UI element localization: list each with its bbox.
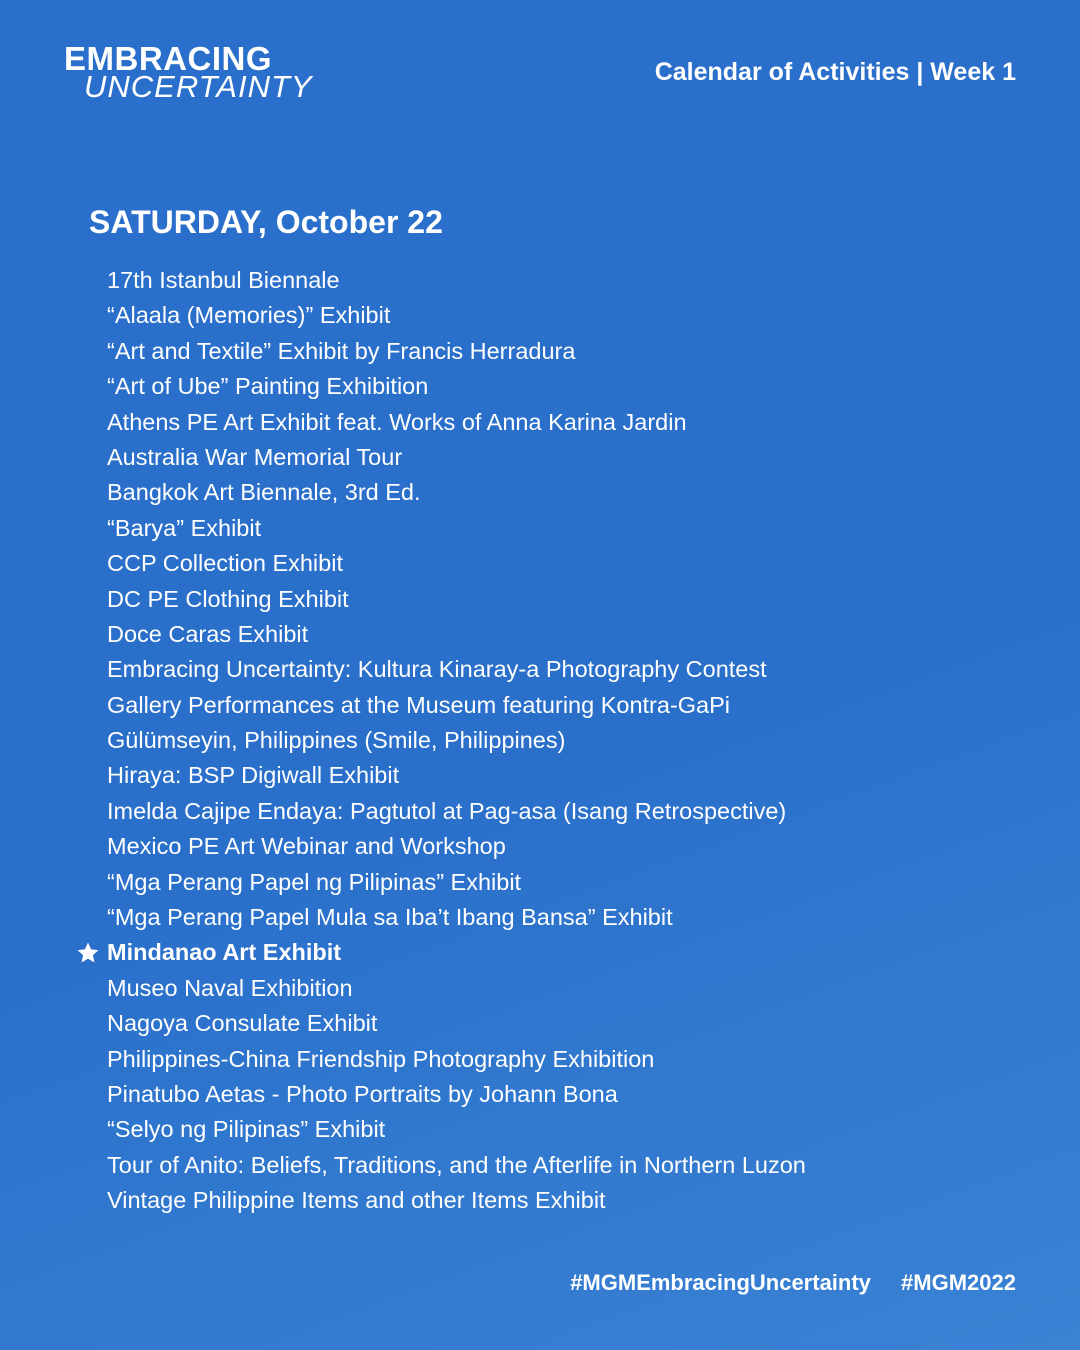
event-item [107,369,806,404]
day-title: SATURDAY, October 22 [89,204,443,240]
footer-hashtags [570,1270,1016,1296]
event-item [107,1148,806,1183]
event-item [107,1112,806,1147]
event-item [107,1006,806,1041]
hashtag-secondary: #MGM2022 [901,1270,1016,1295]
event-item [107,1042,806,1077]
event-item [107,935,806,970]
event-item [107,405,806,440]
event-label: Philippines-China Friendship Photography Exhibition [107,1045,655,1072]
event-label: Imelda Cajipe Endaya: Pagtutol at Pag-asa (Isang Retrospective) [107,797,787,824]
event-item [107,617,806,652]
event-label: “Art and Textile” Exhibit by Francis Herradura [107,337,576,364]
event-label: Vintage Philippine Items and other Items Exhibit [107,1187,606,1214]
event-label: Gallery Performances at the Museum featuring Kontra-GaPi [107,691,731,718]
event-label: “Barya” Exhibit [107,514,262,541]
event-label: DC PE Clothing Exhibit [107,585,349,612]
event-label: Hiraya: BSP Digiwall Exhibit [107,762,400,789]
event-item [107,688,806,723]
event-label: Mexico PE Art Webinar and Workshop [107,833,506,860]
event-label: Mindanao Art Exhibit [107,939,342,966]
event-item [107,971,806,1006]
event-label: Museo Naval Exhibition [107,974,353,1001]
event-item [107,582,806,617]
logo [64,42,313,102]
event-item [107,758,806,793]
event-item [107,334,806,369]
event-label: “Alaala (Memories)” Exhibit [107,302,391,329]
event-label: Australia War Memorial Tour [107,443,403,470]
calendar-header-title: Calendar of Activities | Week 1 [654,58,1016,86]
event-label: Tour of Anito: Beliefs, Traditions, and the Afterlife in Northern Luzon [107,1151,806,1178]
event-label: Pinatubo Aetas - Photo Portraits by Johann Bona [107,1080,618,1107]
event-item [107,440,806,475]
event-item [107,900,806,935]
event-item [107,1077,806,1112]
event-label: Gülümseyin, Philippines (Smile, Philippines) [107,727,566,754]
event-item [107,475,806,510]
event-item [107,511,806,546]
event-item [107,723,806,758]
event-item [107,652,806,687]
event-label: “Selyo ng Pilipinas” Exhibit [107,1116,386,1143]
event-label: Embracing Uncertainty: Kultura Kinaray-a Photography Contest [107,656,767,683]
event-label: Doce Caras Exhibit [107,620,309,647]
event-item [107,546,806,581]
event-item [107,829,806,864]
event-item [107,1183,806,1218]
event-label: Athens PE Art Exhibit feat. Works of Anna Karina Jardin [107,408,687,435]
hashtag-primary: #MGMEmbracingUncertainty [570,1270,871,1295]
event-item [107,298,806,333]
event-list [107,263,806,1219]
event-item [107,794,806,829]
event-label: “Mga Perang Papel Mula sa Iba’t Ibang Bansa” Exhibit [107,904,673,931]
event-label: 17th Istanbul Biennale [107,267,340,293]
event-label: CCP Collection Exhibit [107,550,343,577]
star-icon [75,935,101,970]
event-item [107,865,806,900]
event-label: “Mga Perang Papel ng Pilipinas” Exhibit [107,868,522,895]
event-label: “Art of Ube” Painting Exhibition [107,373,429,400]
logo-line-1: EMBRACING [64,40,272,77]
event-label: Bangkok Art Biennale, 3rd Ed. [107,479,421,506]
event-label: Nagoya Consulate Exhibit [107,1010,378,1037]
event-item [107,263,806,298]
logo-line-2: UNCERTAINTY [84,69,313,104]
